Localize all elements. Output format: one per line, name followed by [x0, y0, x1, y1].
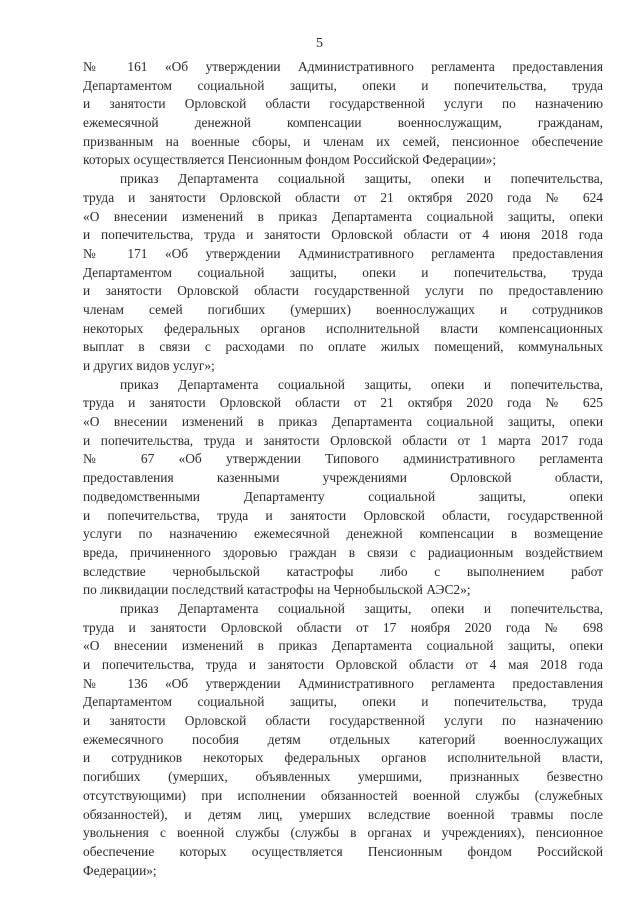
document-body — [83, 58, 603, 880]
text-line: Департаментом социальной защиты, опеки и попечительства, труда — [83, 694, 603, 710]
page-number: 5 — [316, 36, 323, 51]
text-line: труда и занятости Орловской области от 17 ноября 2020 года № 698 — [83, 619, 603, 635]
text-line: погибших (умерших, объявленных умершими, признанных безвестно — [83, 769, 603, 785]
text-line: и занятости Орловской области государственной услуги по назначению — [83, 713, 603, 729]
text-line: услуги по назначению ежемесячной денежной компенсации в возмещение — [83, 526, 603, 542]
text-line: подведомственными Департаменту социальной защиты, опеки — [83, 488, 603, 504]
paragraph-1 — [83, 58, 603, 170]
text-line: ежемесячного пособия детям отдельных категорий военнослужащих — [83, 731, 603, 747]
text-line: и занятости Орловской области государственной услуги по назначению — [83, 96, 603, 112]
text-line: членам семей погибших (умерших) военнослужащих и сотрудников — [83, 301, 603, 317]
text-line: вреда, причиненного здоровью граждан в связи с радиационным воздействием — [83, 544, 603, 560]
text-line: обязанностей), и детям лиц, умерших вследствие военной травмы после — [83, 806, 603, 822]
paragraph-4 — [83, 600, 603, 880]
text-line: приказ Департамента социальной защиты, опеки и попечительства, — [120, 376, 603, 392]
text-line: увольнения с военной службы (службы в органах и учреждениях), пенсионное — [83, 825, 603, 841]
text-line: № 161 «Об утверждении Административного регламента предоставления — [83, 59, 603, 74]
text-line: и попечительства, труда и занятости Орловской области от 1 марта 2017 года — [83, 432, 603, 448]
text-line: Федерации»; — [83, 862, 157, 878]
text-line: предоставления казенными учреждениями Орловской области, — [83, 470, 603, 486]
text-line: труда и занятости Орловской области от 21 октября 2020 года № 625 — [83, 395, 603, 411]
text-line: № 136 «Об утверждении Административного регламента предоставления — [83, 675, 603, 691]
text-line: вследствие чернобыльской катастрофы либо с выполнением работ — [83, 563, 603, 579]
text-line: приказ Департамента социальной защиты, опеки и попечительства, — [120, 171, 603, 187]
text-line: «О внесении изменений в приказ Департамента социальной защиты, опеки — [83, 414, 603, 430]
text-line: Департаментом социальной защиты, опеки и попечительства, труда — [83, 77, 603, 93]
text-line: и попечительства, труда и занятости Орловской области от 4 мая 2018 года — [83, 657, 603, 672]
text-line: по ликвидации последствий катастрофы на Чернобыльской АЭС2»; — [83, 582, 471, 598]
text-line: выплат в связи с расходами по оплате жилых помещений, коммунальных — [83, 339, 603, 355]
text-line: и других видов услуг»; — [83, 358, 215, 373]
text-line: труда и занятости Орловской области от 21 октября 2020 года № 624 — [83, 189, 603, 205]
text-line: № 67 «Об утверждении Типового административного регламента — [83, 451, 603, 467]
text-line: № 171 «Об утверждении Административного регламента предоставления — [83, 245, 603, 261]
text-line: обеспечение которых осуществляется Пенсионным фондом Российской — [83, 843, 603, 859]
text-line: «О внесении изменений в приказ Департамента социальной защиты, опеки — [83, 208, 603, 224]
text-line: и попечительства, труда и занятости Орловской области от 4 июня 2018 года — [83, 227, 603, 243]
paragraph-3 — [83, 376, 603, 600]
text-line: которых осуществляется Пенсионным фондом Российской Федерации»; — [83, 152, 497, 168]
text-line: и сотрудников некоторых федеральных органов исполнительной власти, — [83, 750, 603, 766]
text-line: ежемесячной денежной компенсации военнослужащим, гражданам, — [83, 115, 603, 131]
text-line: «О внесении изменений в приказ Департамента социальной защиты, опеки — [83, 638, 603, 654]
text-line: некоторых федеральных органов исполнительной власти компенсационных — [83, 320, 603, 336]
text-line: и попечительства, труда и занятости Орловской области, государственной — [83, 507, 603, 523]
text-line: приказ Департамента социальной защиты, опеки и попечительства, — [120, 600, 603, 616]
text-line: Департаментом социальной защиты, опеки и попечительства, труда — [83, 264, 603, 280]
paragraph-2 — [83, 170, 603, 376]
text-line: и занятости Орловской области государственной услуги по предоставлению — [83, 283, 603, 299]
text-line: отсутствующими) при исполнении обязанностей военной службы (служебных — [83, 787, 603, 803]
text-line: призванным на военные сборы, и членам их семей, пенсионное обеспечение — [83, 133, 603, 149]
